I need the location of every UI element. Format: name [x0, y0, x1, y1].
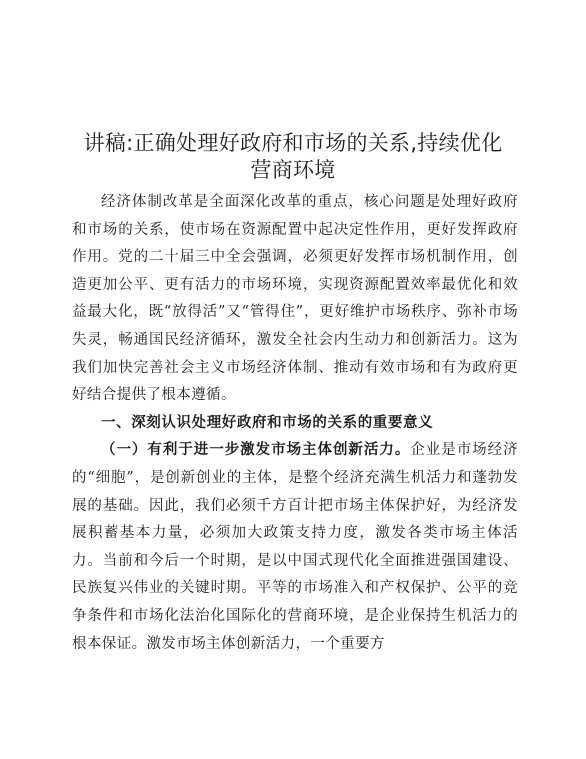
intro-paragraph: 经济体制改革是全面深化改革的重点，核心问题是处理好政府和市场的关系，使市场在资源配置中起决定性作用，更好发挥政府作用。党的二十届三中全会强调，必须更好发挥市场机制作用，创造更加公平、更有活力的市场环境，实现资源配置效率最优化和效益最大化，既“放得活”又“管得住”，更好维护市场秩序、弥补市场失灵，畅通国民经济循环，激发全社会内生动力和创新活力。这为我们加快完善社会主义市场经济体制、推动有效市场和有为政府更好结合提供了根本遵循。: [72, 194, 518, 404]
document-title: [70, 130, 516, 184]
subsection-body: 企业是市场经济的“细胞”，是创新创业的主体，是整个经济充满生机活力和蓬勃发展的基础。因此，我们必须千方百计把市场主体保护好，为经济发展积蓄基本力量，必须加大政策支持力度，激发各类市场主体活力。当前和今后一个时期，是以中国式现代化全面推进强国建设、民族复兴伟业的关键时期。平等的市场准入和产权保护、公平的竞争条件和市场化法治化国际化的营商环境，是企业保持生机活力的根本保证。激发市场主体创新活力，一个重要方: [72, 442, 518, 652]
subsection-paragraph: [72, 437, 518, 658]
document-body: [72, 189, 518, 658]
section-heading: 一、深刻认识处理好政府和市场的关系的重要意义: [101, 414, 434, 431]
title-line-1: 讲稿:正确处理好政府和市场的关系,持续优化: [83, 131, 503, 155]
subsection-heading: （一）有利于进一步激发市场主体创新活力。: [101, 442, 411, 459]
title-line-2: 营商环境: [250, 158, 336, 182]
